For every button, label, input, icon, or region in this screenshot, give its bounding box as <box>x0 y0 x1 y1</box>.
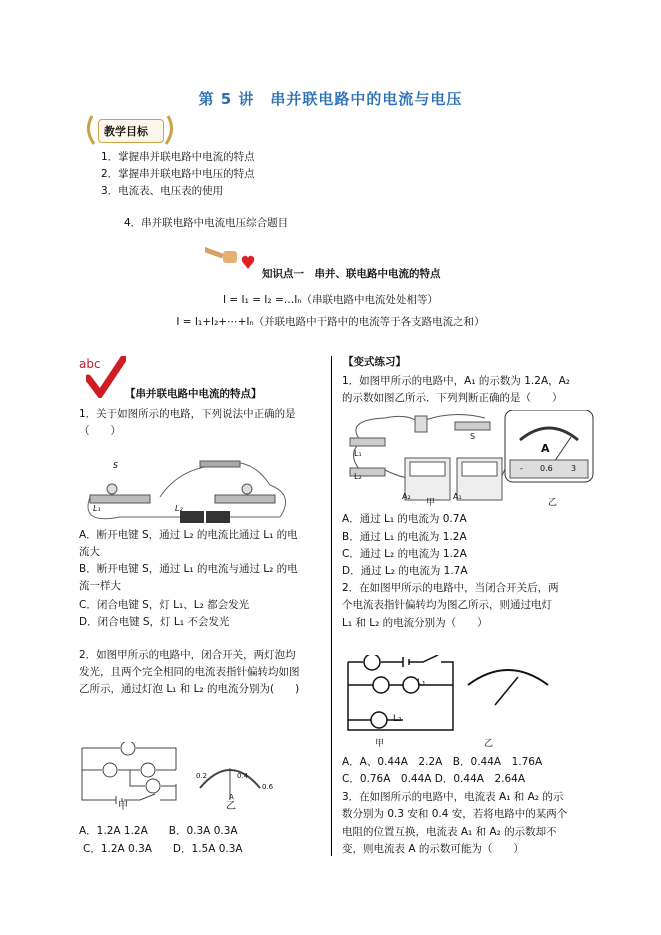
meter-unit: A <box>229 793 234 801</box>
fig-label-a1: A₁ <box>453 492 462 501</box>
rq2-text: L₁ 和 L₂ 的电流分别为（ ） <box>342 617 488 629</box>
q1-option-a-cont: 流大 <box>79 546 100 558</box>
q2-text: 发光，且两个完全相同的电流表指针偏转均如图 <box>79 666 300 678</box>
formula-parallel: I = I₁+I₂+⋯+Iₙ（并联电路中干路中的电流等于各支路电流之和） <box>176 316 485 328</box>
formula-series: I = I₁ = I₂ =…Iₙ（串联电路中电流处处相等） <box>222 294 439 306</box>
fig-label-jia: 甲 <box>118 801 128 812</box>
q1-option-a: A．断开电键 S，通过 L₂ 的电流比通过 L₁ 的电 <box>79 529 298 541</box>
q1-text: （ ） <box>79 425 121 437</box>
q1-text: 1．关于如图所示的电路，下列说法中正确的是 <box>79 408 296 420</box>
objectives-badge: 教学目标 <box>84 114 176 146</box>
fig-label-l1: L₁ <box>93 504 101 513</box>
rq3-text: 变，则电流表 A 的示数可能为（ ） <box>342 843 524 855</box>
q2-circuit-figure <box>80 742 300 812</box>
knowledge-heading: 知识点一 串并、联电路中电流的特点 <box>262 268 441 280</box>
fig-label-l1: L₁ <box>417 678 426 688</box>
fig-label-l1: L₁ <box>354 449 362 458</box>
q1-option-c: C．闭合电键 S，灯 L₁、L₂ 都会发光 <box>79 599 250 611</box>
fig-label-s: S <box>113 461 119 470</box>
fig-label-yi: 乙 <box>226 801 236 812</box>
objective-4: 4．串并联电路中电流电压综合题目 <box>124 217 289 229</box>
rq2-text: 2．在如图甲所示的电路中，当闭合开关后，两 <box>342 582 559 594</box>
objective-3: 3．电流表、电压表的使用 <box>101 185 224 197</box>
q2-options-ab: A．1.2A 1.2A B．0.3A 0.3A <box>79 825 238 837</box>
terminal-label: 3 <box>571 464 577 473</box>
rq1-option-a: A．通过 L₁ 的电流为 0.7A <box>342 513 467 525</box>
scale-label: 0.2 <box>196 772 208 780</box>
fig-label-l2: L₂ <box>354 472 362 481</box>
rq1-option-d: D．通过 L₂ 的电流为 1.7A <box>342 565 468 577</box>
fig-label-yi: 乙 <box>484 739 494 749</box>
key-heart-icon <box>205 243 257 279</box>
abc-check-icon-text: abc <box>79 357 101 371</box>
page-title: 第 5 讲 串并联电路中的电流与电压 <box>198 90 463 108</box>
q1-option-d: D．闭合电键 S，灯 L₁ 不会发光 <box>79 616 230 628</box>
fig-label-yi: 乙 <box>548 498 558 508</box>
scale-label: 0.6 <box>262 783 274 791</box>
q2-text: 乙所示，通过灯泡 L₁ 和 L₂ 的电流分别为( ) <box>79 683 300 695</box>
rq3-text: 3．在如图所示的电路中，电流表 A₁ 和 A₂ 的示 <box>342 791 564 803</box>
rq2-text: 个电流表指针偏转均为图乙所示，则通过电灯 <box>342 599 552 611</box>
objective-2: 2．掌握串并联电路中电压的特点 <box>101 168 255 180</box>
rq3-text: 数分别为 0.3 安和 0.4 安，若将电路中的某两个 <box>342 808 568 820</box>
left-heading: 【串并联电路中电流的特点】 <box>125 388 262 400</box>
rq1-text: 的示数如图乙所示．下列判断正确的是（ ） <box>342 392 563 404</box>
q2-text: 2．如图甲所示的电路中，闭合开关，两灯泡均 <box>79 649 296 661</box>
fig-label-l2: L₂ <box>393 714 402 724</box>
rq2-circuit-figure <box>343 655 583 735</box>
rq1-text: 1．如图甲所示的电路中，A₁ 的示数为 1.2A，A₂ <box>342 375 571 387</box>
terminal-label: 0.6 <box>540 464 553 473</box>
fig-label-a2: A₂ <box>402 492 411 501</box>
rq2-options-cd: C．0.76A 0.44A D．0.44A 2.64A <box>342 773 526 785</box>
q1-option-b-cont: 流一样大 <box>79 580 121 592</box>
checkmark-icon <box>86 356 126 398</box>
terminal-label: - <box>520 464 523 473</box>
rq2-options-ab: A．A、0.44A 2.2A B．0.44A 1.76A <box>342 756 543 768</box>
fig-label-l2: L₂ <box>175 504 183 513</box>
rq1-circuit-figure <box>345 410 595 505</box>
scale-label: 0.4 <box>237 772 249 780</box>
q1-option-b: B．断开电键 S，通过 L₁ 的电流与通过 L₂ 的电 <box>79 563 298 575</box>
rq1-option-c: C．通过 L₂ 的电流为 1.2A <box>342 548 467 560</box>
right-heading: 【变式练习】 <box>343 356 406 368</box>
fig-label-jia: 甲 <box>375 739 385 749</box>
fig-label-jia: 甲 <box>426 498 436 508</box>
objective-1: 1．掌握串并联电路中电流的特点 <box>101 151 255 163</box>
fig-label-s: S <box>470 432 476 441</box>
rq1-option-b: B．通过 L₁ 的电流为 1.2A <box>342 531 467 543</box>
rq3-text: 电阻的位置互换，电流表 A₁ 和 A₂ 的示数却不 <box>342 826 557 838</box>
q2-options-cd: C．1.2A 0.3A D．1.5A 0.3A <box>83 843 243 855</box>
meter-unit: A <box>541 442 550 455</box>
column-divider <box>331 356 332 856</box>
